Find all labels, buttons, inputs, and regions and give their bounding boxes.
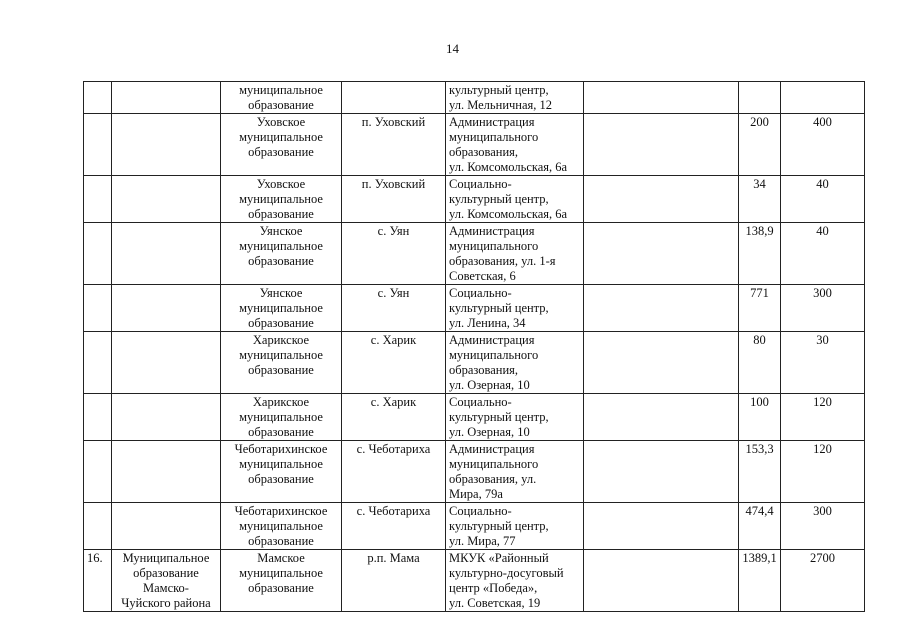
cell-settlement	[342, 114, 446, 176]
cell-municipality	[221, 114, 342, 176]
cell-municipality-line: образование	[248, 316, 314, 330]
cell-number	[84, 82, 112, 114]
cell-facility-line: культурный центр,	[449, 410, 549, 424]
cell-facility-line: образования,	[449, 363, 519, 377]
cell-facility	[446, 82, 584, 114]
cell-region	[112, 332, 221, 394]
table-row	[84, 550, 865, 612]
cell-municipality-line: муниципальное	[239, 130, 323, 144]
cell-municipality-line: муниципальное	[239, 239, 323, 253]
table-body	[84, 82, 865, 612]
table-row	[84, 82, 865, 114]
data-table	[83, 81, 865, 612]
cell-facility-line: ул. Советская, 19	[449, 596, 541, 610]
cell-value-2	[781, 394, 865, 441]
cell-municipality	[221, 441, 342, 503]
cell-municipality	[221, 176, 342, 223]
cell-municipality-line: образование	[248, 425, 314, 439]
table-row	[84, 394, 865, 441]
cell-settlement	[342, 503, 446, 550]
cell-number	[84, 550, 112, 612]
cell-region	[112, 82, 221, 114]
cell-number	[84, 441, 112, 503]
cell-value-1	[739, 441, 781, 503]
cell-value-2-text: 40	[816, 224, 829, 238]
cell-facility-line: культурный центр,	[449, 83, 549, 97]
cell-municipality	[221, 285, 342, 332]
cell-region	[112, 503, 221, 550]
cell-settlement-text: с. Чеботариха	[356, 442, 431, 456]
cell-facility-line: ул. Мира, 77	[449, 534, 516, 548]
cell-value-1-text: 771	[750, 286, 769, 300]
cell-value-2-text: 300	[813, 504, 832, 518]
table-row	[84, 332, 865, 394]
cell-facility	[446, 285, 584, 332]
cell-region	[112, 176, 221, 223]
cell-value-1-text: 153,3	[745, 442, 774, 456]
cell-value-1-text: 34	[753, 177, 766, 191]
cell-facility-line: образования, ул.	[449, 472, 537, 486]
cell-value-1-text: 200	[750, 115, 769, 129]
cell-extra	[584, 176, 739, 223]
cell-facility-line: ул. Ленина, 34	[449, 316, 526, 330]
cell-facility-line: культурный центр,	[449, 192, 549, 206]
cell-settlement	[342, 394, 446, 441]
cell-value-2-text: 30	[816, 333, 829, 347]
cell-facility-line: Администрация	[449, 442, 535, 456]
cell-facility-line: муниципального	[449, 130, 539, 144]
cell-facility	[446, 176, 584, 223]
cell-municipality	[221, 550, 342, 612]
cell-settlement-text: с. Харик	[370, 395, 417, 409]
cell-value-1-text: 138,9	[745, 224, 774, 238]
cell-value-2	[781, 503, 865, 550]
cell-region-line: Муниципальное	[122, 551, 210, 565]
cell-municipality-line: образование	[248, 145, 314, 159]
cell-facility-line: образования, ул. 1-я	[449, 254, 556, 268]
cell-municipality-line: муниципальное	[239, 566, 323, 580]
cell-facility-line: Социально-	[449, 504, 512, 518]
cell-extra	[584, 394, 739, 441]
cell-municipality-line: муниципальное	[239, 457, 323, 471]
cell-region	[112, 114, 221, 176]
cell-value-2	[781, 332, 865, 394]
cell-settlement	[342, 82, 446, 114]
cell-settlement-text: п. Уховский	[361, 177, 426, 191]
cell-value-1	[739, 550, 781, 612]
cell-municipality	[221, 223, 342, 285]
cell-municipality-line: Чеботарихинское	[234, 504, 328, 518]
cell-value-2-text: 2700	[810, 551, 835, 565]
cell-municipality-line: образование	[248, 254, 314, 268]
cell-settlement-text: п. Уховский	[361, 115, 426, 129]
cell-municipality-line: Уховское	[256, 177, 306, 191]
cell-municipality-line: муниципальное	[239, 83, 323, 97]
cell-facility	[446, 441, 584, 503]
cell-value-1-text: 80	[753, 333, 766, 347]
cell-facility-line: центр «Победа»,	[449, 581, 538, 595]
cell-number-text: 16.	[87, 551, 103, 565]
cell-facility-line: Социально-	[449, 286, 512, 300]
cell-settlement	[342, 176, 446, 223]
cell-value-1	[739, 82, 781, 114]
cell-region-line: Чуйского района	[121, 596, 211, 610]
table-row	[84, 223, 865, 285]
cell-facility-line: Социально-	[449, 177, 512, 191]
cell-number	[84, 332, 112, 394]
cell-municipality-line: Уянское	[259, 224, 303, 238]
cell-value-1	[739, 503, 781, 550]
cell-facility-line: Администрация	[449, 333, 535, 347]
cell-settlement-text: с. Уян	[377, 224, 410, 238]
cell-settlement	[342, 332, 446, 394]
cell-extra	[584, 223, 739, 285]
cell-facility-line: ул. Комсомольская, 6а	[449, 160, 568, 174]
cell-extra	[584, 114, 739, 176]
cell-value-2	[781, 550, 865, 612]
cell-value-2-text: 40	[816, 177, 829, 191]
cell-facility	[446, 223, 584, 285]
cell-number	[84, 114, 112, 176]
cell-settlement	[342, 223, 446, 285]
cell-facility-line: культурный центр,	[449, 301, 549, 315]
cell-municipality	[221, 394, 342, 441]
cell-value-2	[781, 441, 865, 503]
cell-municipality-line: Уховское	[256, 115, 306, 129]
cell-number	[84, 223, 112, 285]
cell-value-1	[739, 176, 781, 223]
cell-value-2	[781, 114, 865, 176]
cell-value-2-text: 120	[813, 442, 832, 456]
cell-municipality-line: образование	[248, 472, 314, 486]
cell-municipality	[221, 332, 342, 394]
cell-settlement	[342, 441, 446, 503]
cell-facility	[446, 114, 584, 176]
cell-municipality-line: образование	[248, 207, 314, 221]
cell-facility-line: культурно-досуговый	[449, 566, 564, 580]
cell-facility-line: Мира, 79а	[449, 487, 503, 501]
cell-value-2-text: 400	[813, 115, 832, 129]
cell-value-2	[781, 223, 865, 285]
cell-facility-line: Администрация	[449, 224, 535, 238]
cell-value-1-text: 100	[750, 395, 769, 409]
cell-value-2-text: 300	[813, 286, 832, 300]
cell-municipality	[221, 82, 342, 114]
cell-facility-line: Социально-	[449, 395, 512, 409]
cell-municipality-line: Чеботарихинское	[234, 442, 328, 456]
cell-facility-line: МКУК «Районный	[449, 551, 549, 565]
cell-facility-line: ул. Озерная, 10	[449, 378, 530, 392]
cell-extra	[584, 503, 739, 550]
cell-extra	[584, 550, 739, 612]
cell-value-1	[739, 223, 781, 285]
cell-settlement-text: с. Чеботариха	[356, 504, 431, 518]
cell-extra	[584, 332, 739, 394]
cell-value-1-text: 1389,1	[742, 551, 777, 565]
cell-extra	[584, 285, 739, 332]
cell-facility	[446, 394, 584, 441]
cell-region-line: Мамско-	[143, 581, 189, 595]
cell-municipality-line: Харикское	[252, 333, 310, 347]
table-row	[84, 441, 865, 503]
cell-number	[84, 285, 112, 332]
cell-value-1	[739, 394, 781, 441]
cell-facility-line: ул. Комсомольская, 6а	[449, 207, 568, 221]
cell-municipality-line: муниципальное	[239, 348, 323, 362]
cell-value-2	[781, 82, 865, 114]
cell-facility-line: образования,	[449, 145, 519, 159]
cell-extra	[584, 441, 739, 503]
cell-value-2	[781, 176, 865, 223]
cell-settlement-text: с. Харик	[370, 333, 417, 347]
cell-number	[84, 176, 112, 223]
table-row	[84, 176, 865, 223]
cell-facility-line: ул. Мельничная, 12	[449, 98, 553, 112]
cell-municipality-line: муниципальное	[239, 519, 323, 533]
cell-settlement-text: р.п. Мама	[367, 551, 420, 565]
cell-facility-line: муниципального	[449, 457, 539, 471]
cell-municipality-line: образование	[248, 581, 314, 595]
cell-facility	[446, 550, 584, 612]
cell-facility-line: ул. Озерная, 10	[449, 425, 530, 439]
cell-facility-line: культурный центр,	[449, 519, 549, 533]
cell-municipality-line: образование	[248, 363, 314, 377]
cell-region	[112, 285, 221, 332]
cell-region-line: образование	[133, 566, 199, 580]
cell-facility-line: Администрация	[449, 115, 535, 129]
cell-municipality-line: Мамское	[257, 551, 305, 565]
cell-settlement-text: с. Уян	[377, 286, 410, 300]
page-number: 14	[446, 41, 459, 56]
cell-municipality-line: образование	[248, 534, 314, 548]
cell-region	[112, 394, 221, 441]
cell-number	[84, 503, 112, 550]
cell-facility	[446, 332, 584, 394]
table-row	[84, 503, 865, 550]
cell-region	[112, 441, 221, 503]
cell-municipality	[221, 503, 342, 550]
cell-facility-line: Советская, 6	[449, 269, 516, 283]
cell-municipality-line: образование	[248, 98, 314, 112]
cell-municipality-line: муниципальное	[239, 410, 323, 424]
cell-value-1	[739, 285, 781, 332]
cell-value-2-text: 120	[813, 395, 832, 409]
cell-extra	[584, 82, 739, 114]
cell-facility-line: муниципального	[449, 239, 539, 253]
table-row	[84, 114, 865, 176]
cell-municipality-line: Уянское	[259, 286, 303, 300]
cell-value-1	[739, 114, 781, 176]
cell-region	[112, 223, 221, 285]
cell-facility-line: муниципального	[449, 348, 539, 362]
cell-settlement	[342, 285, 446, 332]
cell-value-2	[781, 285, 865, 332]
cell-number	[84, 394, 112, 441]
cell-value-1	[739, 332, 781, 394]
cell-settlement	[342, 550, 446, 612]
cell-municipality-line: муниципальное	[239, 192, 323, 206]
cell-municipality-line: муниципальное	[239, 301, 323, 315]
cell-value-1-text: 474,4	[745, 504, 774, 518]
cell-region	[112, 550, 221, 612]
cell-municipality-line: Харикское	[252, 395, 310, 409]
table-row	[84, 285, 865, 332]
cell-facility	[446, 503, 584, 550]
